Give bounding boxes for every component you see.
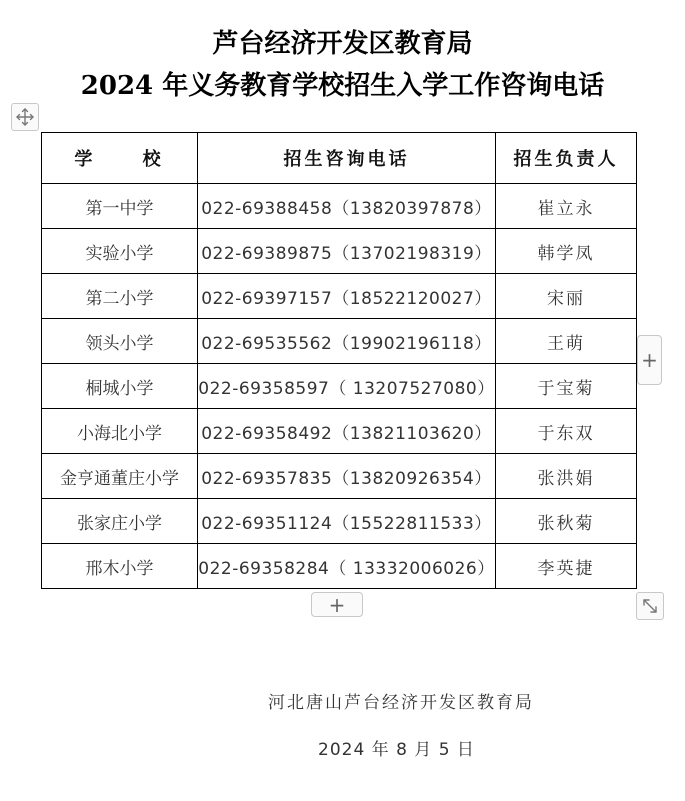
school-cell[interactable]: 实验小学 bbox=[42, 229, 198, 274]
table-row bbox=[42, 544, 637, 589]
add-row-button[interactable]: + bbox=[311, 592, 363, 617]
move-icon bbox=[15, 107, 35, 127]
school-cell[interactable]: 第一中学 bbox=[42, 184, 198, 229]
school-cell[interactable]: 桐城小学 bbox=[42, 364, 198, 409]
phone-cell[interactable]: 022-69357835（13820926354） bbox=[198, 454, 496, 499]
table-row bbox=[42, 229, 637, 274]
school-cell[interactable]: 领头小学 bbox=[42, 319, 198, 364]
phone-cell[interactable]: 022-69351124（15522811533） bbox=[198, 499, 496, 544]
table-row bbox=[42, 409, 637, 454]
table-header-row bbox=[42, 133, 637, 184]
phone-cell[interactable]: 022-69358597（ 13207527080） bbox=[198, 364, 496, 409]
table-resize-handle[interactable] bbox=[636, 592, 664, 620]
header-school: 学 校 bbox=[42, 133, 198, 184]
person-cell[interactable]: 宋丽 bbox=[496, 274, 637, 319]
phone-cell[interactable]: 022-69358284（ 13332006026） bbox=[198, 544, 496, 589]
person-cell[interactable]: 张秋菊 bbox=[496, 499, 637, 544]
table-move-handle[interactable] bbox=[11, 103, 39, 131]
document-title: 芦台经济开发区教育局 bbox=[212, 29, 473, 59]
person-cell[interactable]: 韩学凤 bbox=[496, 229, 637, 274]
enrollment-contact-table bbox=[41, 132, 637, 589]
issue-date: 2024 年 8 月 5 日 bbox=[318, 740, 475, 760]
add-column-button[interactable]: + bbox=[637, 335, 662, 385]
person-cell[interactable]: 张洪娟 bbox=[496, 454, 637, 499]
phone-cell[interactable]: 022-69358492（13821103620） bbox=[198, 409, 496, 454]
issuing-organization: 河北唐山芦台经济开发区教育局 bbox=[268, 693, 534, 713]
school-cell[interactable]: 第二小学 bbox=[42, 274, 198, 319]
document-subtitle: 2024 年义务教育学校招生入学工作咨询电话 bbox=[80, 71, 605, 101]
school-cell[interactable]: 张家庄小学 bbox=[42, 499, 198, 544]
table-row bbox=[42, 319, 637, 364]
person-cell[interactable]: 崔立永 bbox=[496, 184, 637, 229]
resize-icon bbox=[641, 597, 659, 615]
table-row bbox=[42, 184, 637, 229]
table-row bbox=[42, 274, 637, 319]
phone-cell[interactable]: 022-69535562（19902196118） bbox=[198, 319, 496, 364]
header-phone: 招生咨询电话 bbox=[198, 133, 496, 184]
school-cell[interactable]: 小海北小学 bbox=[42, 409, 198, 454]
school-cell[interactable]: 金亨通董庄小学 bbox=[42, 454, 198, 499]
phone-cell[interactable]: 022-69389875（13702198319） bbox=[198, 229, 496, 274]
person-cell[interactable]: 于东双 bbox=[496, 409, 637, 454]
table-row bbox=[42, 454, 637, 499]
table-row bbox=[42, 364, 637, 409]
person-cell[interactable]: 李英捷 bbox=[496, 544, 637, 589]
table-row bbox=[42, 499, 637, 544]
phone-cell[interactable]: 022-69397157（18522120027） bbox=[198, 274, 496, 319]
header-person: 招生负责人 bbox=[496, 133, 637, 184]
person-cell[interactable]: 于宝菊 bbox=[496, 364, 637, 409]
school-cell[interactable]: 邢木小学 bbox=[42, 544, 198, 589]
phone-cell[interactable]: 022-69388458（13820397878） bbox=[198, 184, 496, 229]
person-cell[interactable]: 王萌 bbox=[496, 319, 637, 364]
